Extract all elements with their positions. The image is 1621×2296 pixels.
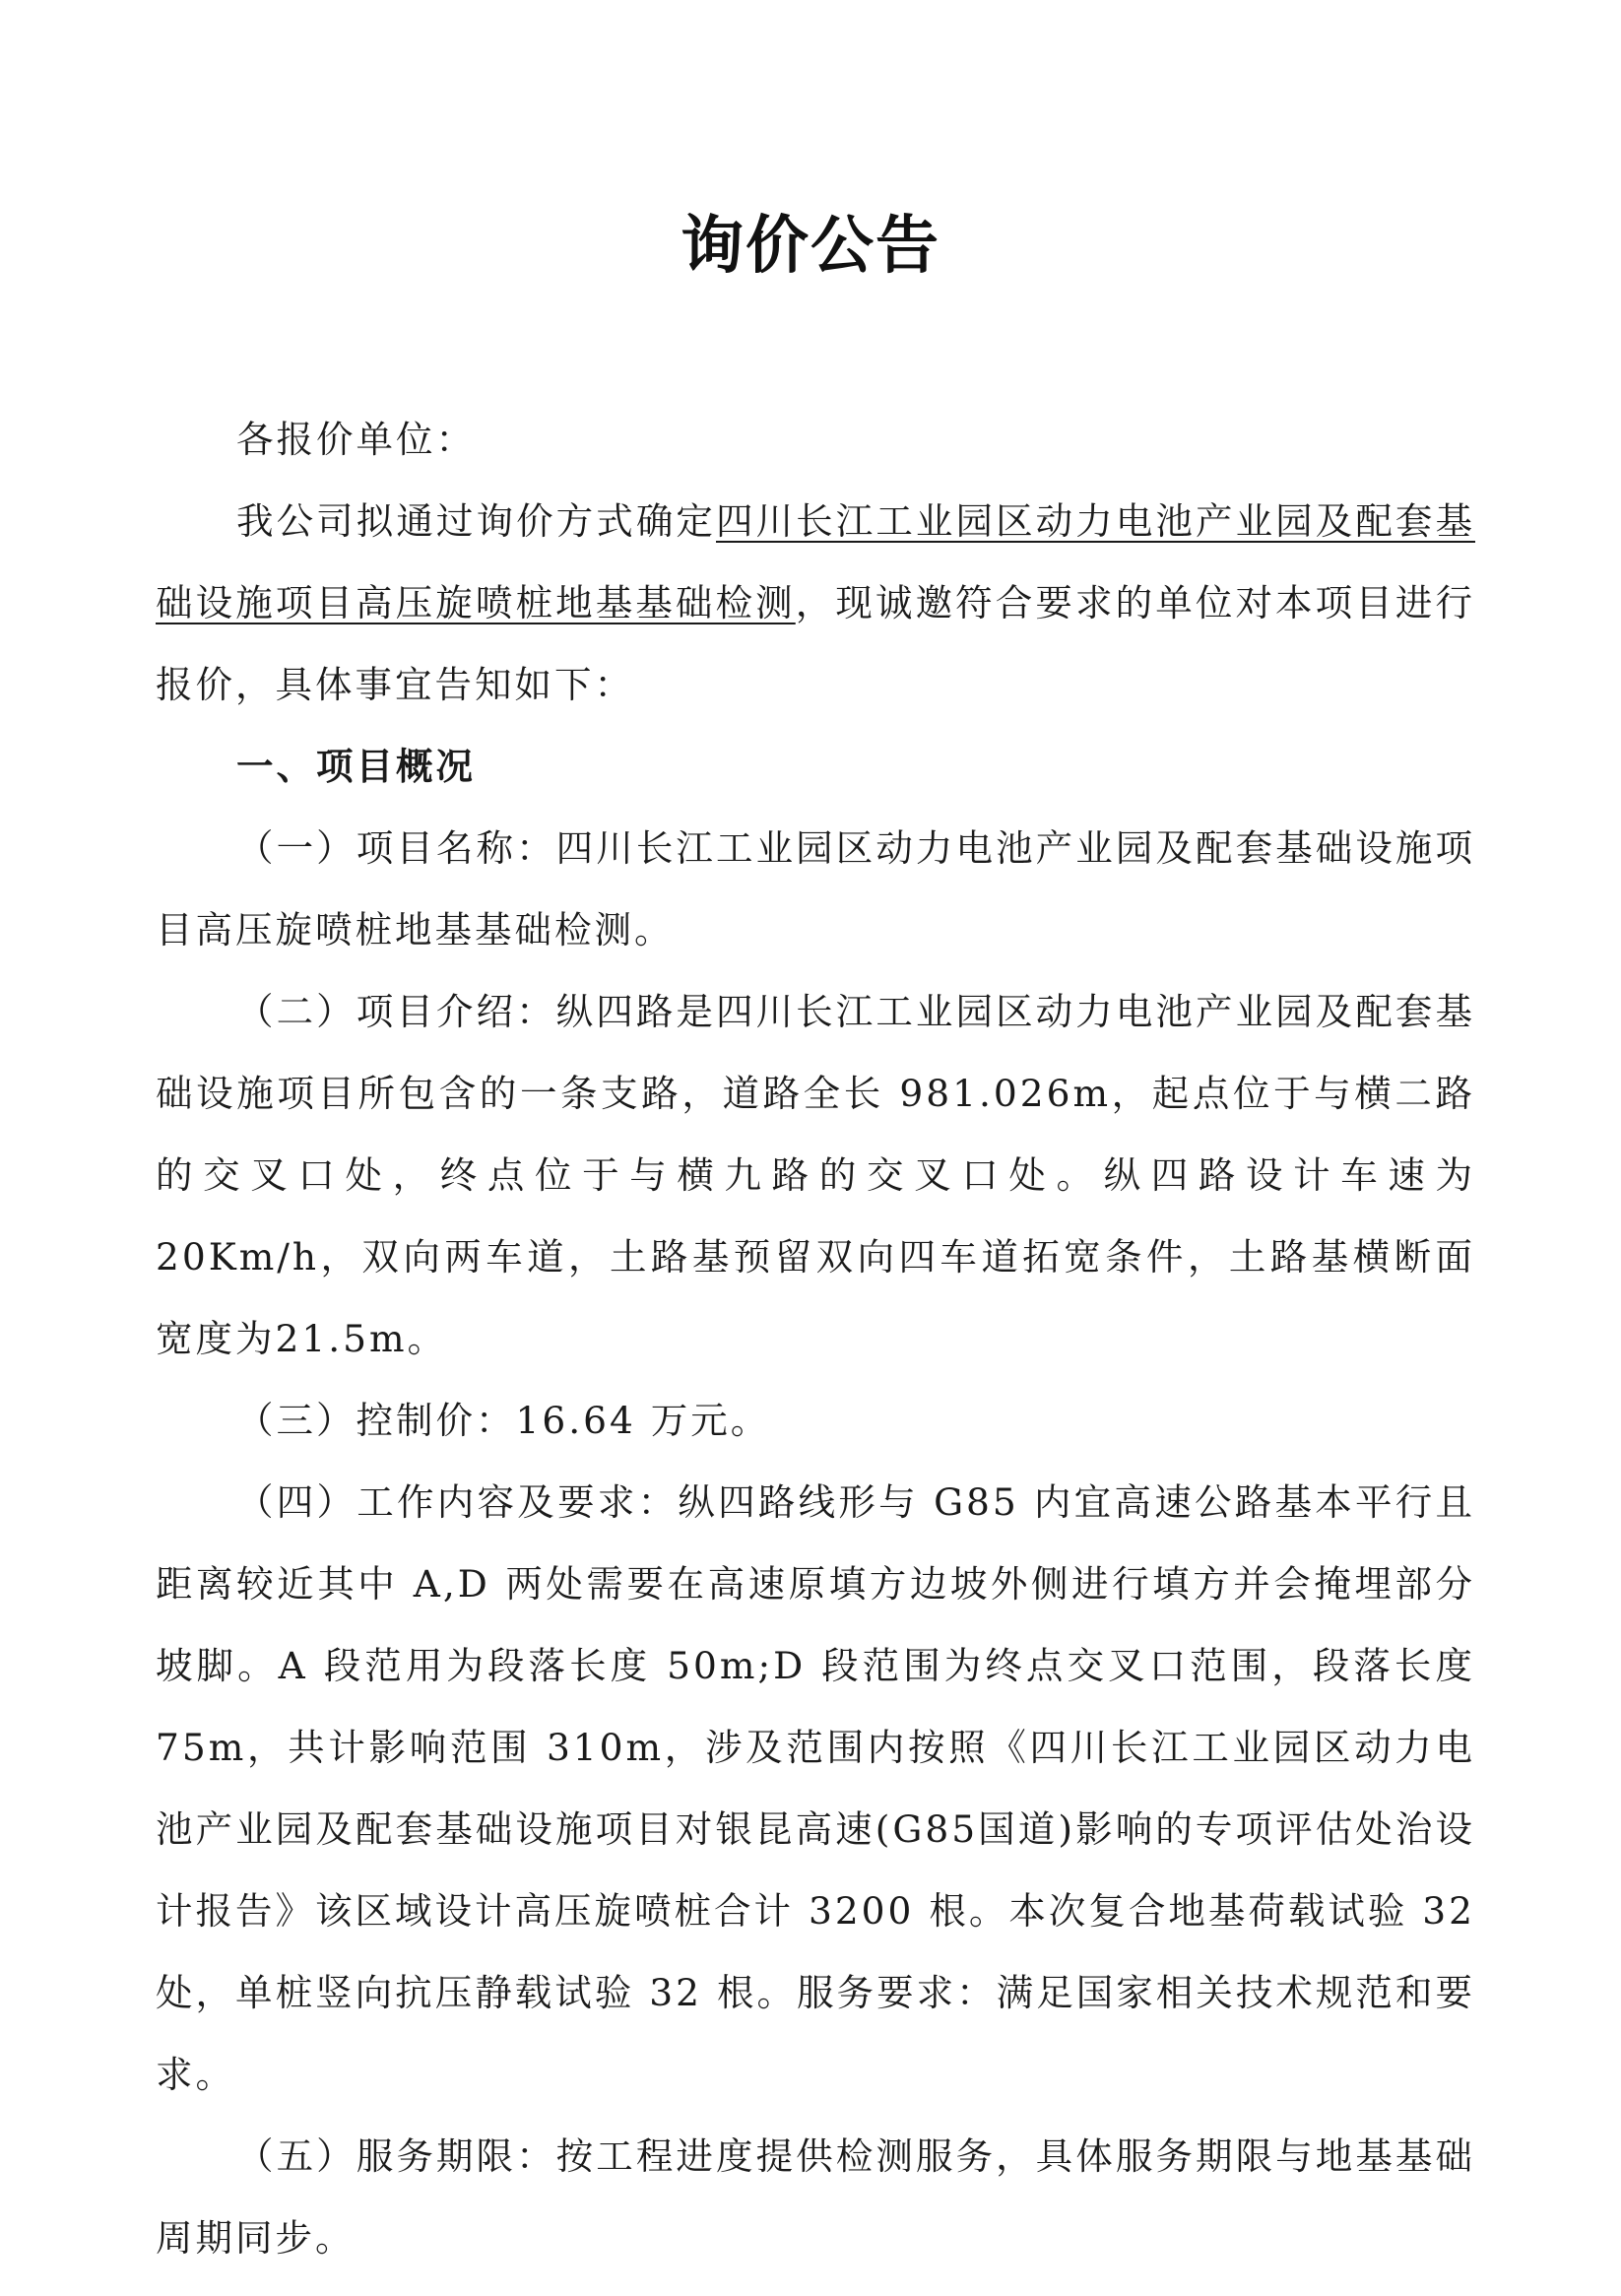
item-label: （三）控制价： [236,1399,516,1442]
item-label: （五）服务期限： [236,2134,556,2178]
intro-after: ，现诚邀符合要求的单位对本项目进行报价，具体事宜告知如下： [156,581,1475,706]
item-text: 四川长江工业园区动力电池产业园及配套基础设施项目高压旋喷桩地基基础检测。 [156,826,1476,951]
item-label: （四）工作内容及要求： [236,1480,679,1524]
item-project-intro [156,971,1475,1380]
item-label: （一）项目名称： [236,826,556,870]
document-title: 询价公告 [681,210,940,283]
item-text: 纵四路线形与 G85 内宜高速公路基本平行且距离较近其中 A,D 两处需要在高速原填方边坡外侧进行填方并会掩埋部分坡脚。A 段范用为段落长度 50m;D 段范围为终点交叉口范围，段落长度 75m，共计影响范围 310m，涉及范围内按照《四川长江工业园区动力电池产业园及配套基础设施项目对银昆高速(G85国道)影响的专项评估处治设计报告》该区域设计高压旋喷桩合计 3200 根。本次复合地基荷载试验 32 处，单桩竖向抗压静载试验 32 根。服务要求：满足国家相关技术规范和要求。 [156,1480,1476,2096]
document-body [156,399,1475,2279]
item-service-period [156,2116,1475,2279]
item-label: （二）项目介绍： [236,990,556,1033]
item-text: 纵四路是四川长江工业园区动力电池产业园及配套基础设施项目所包含的一条支路，道路全长 981.026m，起点位于与横二路的交叉口处，终点位于与横九路的交叉口处。纵四路设计车速为 20Km/h，双向两车道，土路基预留双向四车道拓宽条件，土路基横断面宽度为21.5m。 [156,990,1476,1360]
section-heading-overview: 一、项目概况 [236,745,476,788]
salutation: 各报价单位： [236,418,476,461]
item-text: 16.64 万元。 [515,1399,771,1442]
item-control-price [156,1380,1475,1462]
item-work-content [156,1462,1475,2116]
item-text: 按工程进度提供检测服务，具体服务期限与地基基础周期同步。 [156,2134,1476,2260]
intro-paragraph [156,481,1475,726]
item-project-name [156,808,1475,971]
project-name-underlined: 四川长江工业园区动力电池产业园及配套基础设施项目高压旋喷桩地基基础检测 [156,499,1475,624]
intro-before: 我公司拟通过询价方式确定 [236,499,716,543]
